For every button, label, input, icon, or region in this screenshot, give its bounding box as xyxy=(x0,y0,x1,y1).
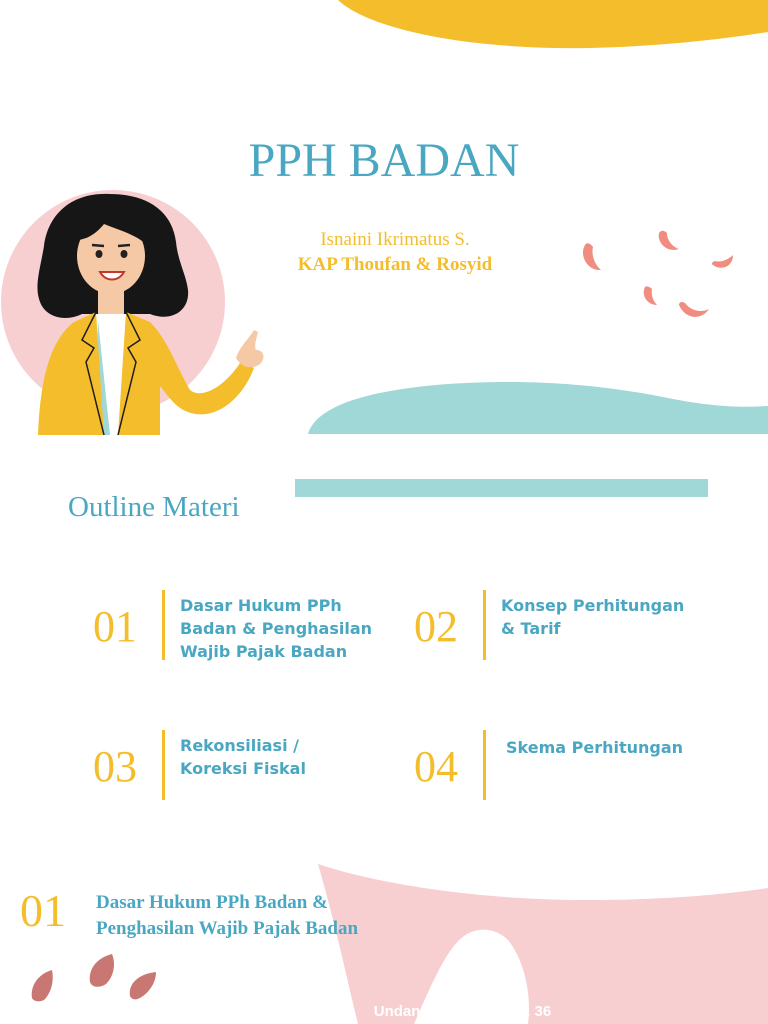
confetti-leaf-icon xyxy=(575,225,745,330)
confetti-leaf-icon xyxy=(28,952,168,1004)
pink-wave-blob xyxy=(318,864,768,1024)
outline-item-text: Dasar Hukum PPh Badan & Penghasilan Wajib Pajak Badan xyxy=(180,596,373,661)
outline-number: 01 xyxy=(93,602,137,651)
outline-divider xyxy=(483,730,486,800)
outline-number: 02 xyxy=(414,602,458,651)
outline-heading: Outline Materi xyxy=(68,491,240,523)
top-yellow-blob xyxy=(330,0,768,52)
woman-presenter-illustration xyxy=(0,190,280,435)
outline-item-text: Rekonsiliasi / Koreksi Fiskal xyxy=(180,736,306,778)
outline-divider xyxy=(162,730,165,800)
outline-number: 04 xyxy=(414,742,458,791)
firm-name: KAP Thoufan & Rosyid xyxy=(297,254,493,275)
outline-divider xyxy=(162,590,165,660)
outline-header-bar xyxy=(295,479,708,497)
author-name: Isnaini Ikrimatus S. xyxy=(320,229,470,250)
presentation-title: PPH BADAN xyxy=(248,134,520,187)
section-title: Dasar Hukum PPh Badan & Penghasilan Wajib Pajak Badan xyxy=(96,892,359,939)
outline-number: 03 xyxy=(93,742,137,791)
section-number: 01 xyxy=(20,885,66,936)
outline-divider xyxy=(483,590,486,660)
section-subtitle: Undang – Undang No. 36 xyxy=(373,1003,552,1020)
teal-wave-blob xyxy=(308,378,768,434)
outline-item-text: Skema Perhitungan xyxy=(506,738,684,757)
outline-item-text: Konsep Perhitungan & Tarif xyxy=(501,596,685,638)
